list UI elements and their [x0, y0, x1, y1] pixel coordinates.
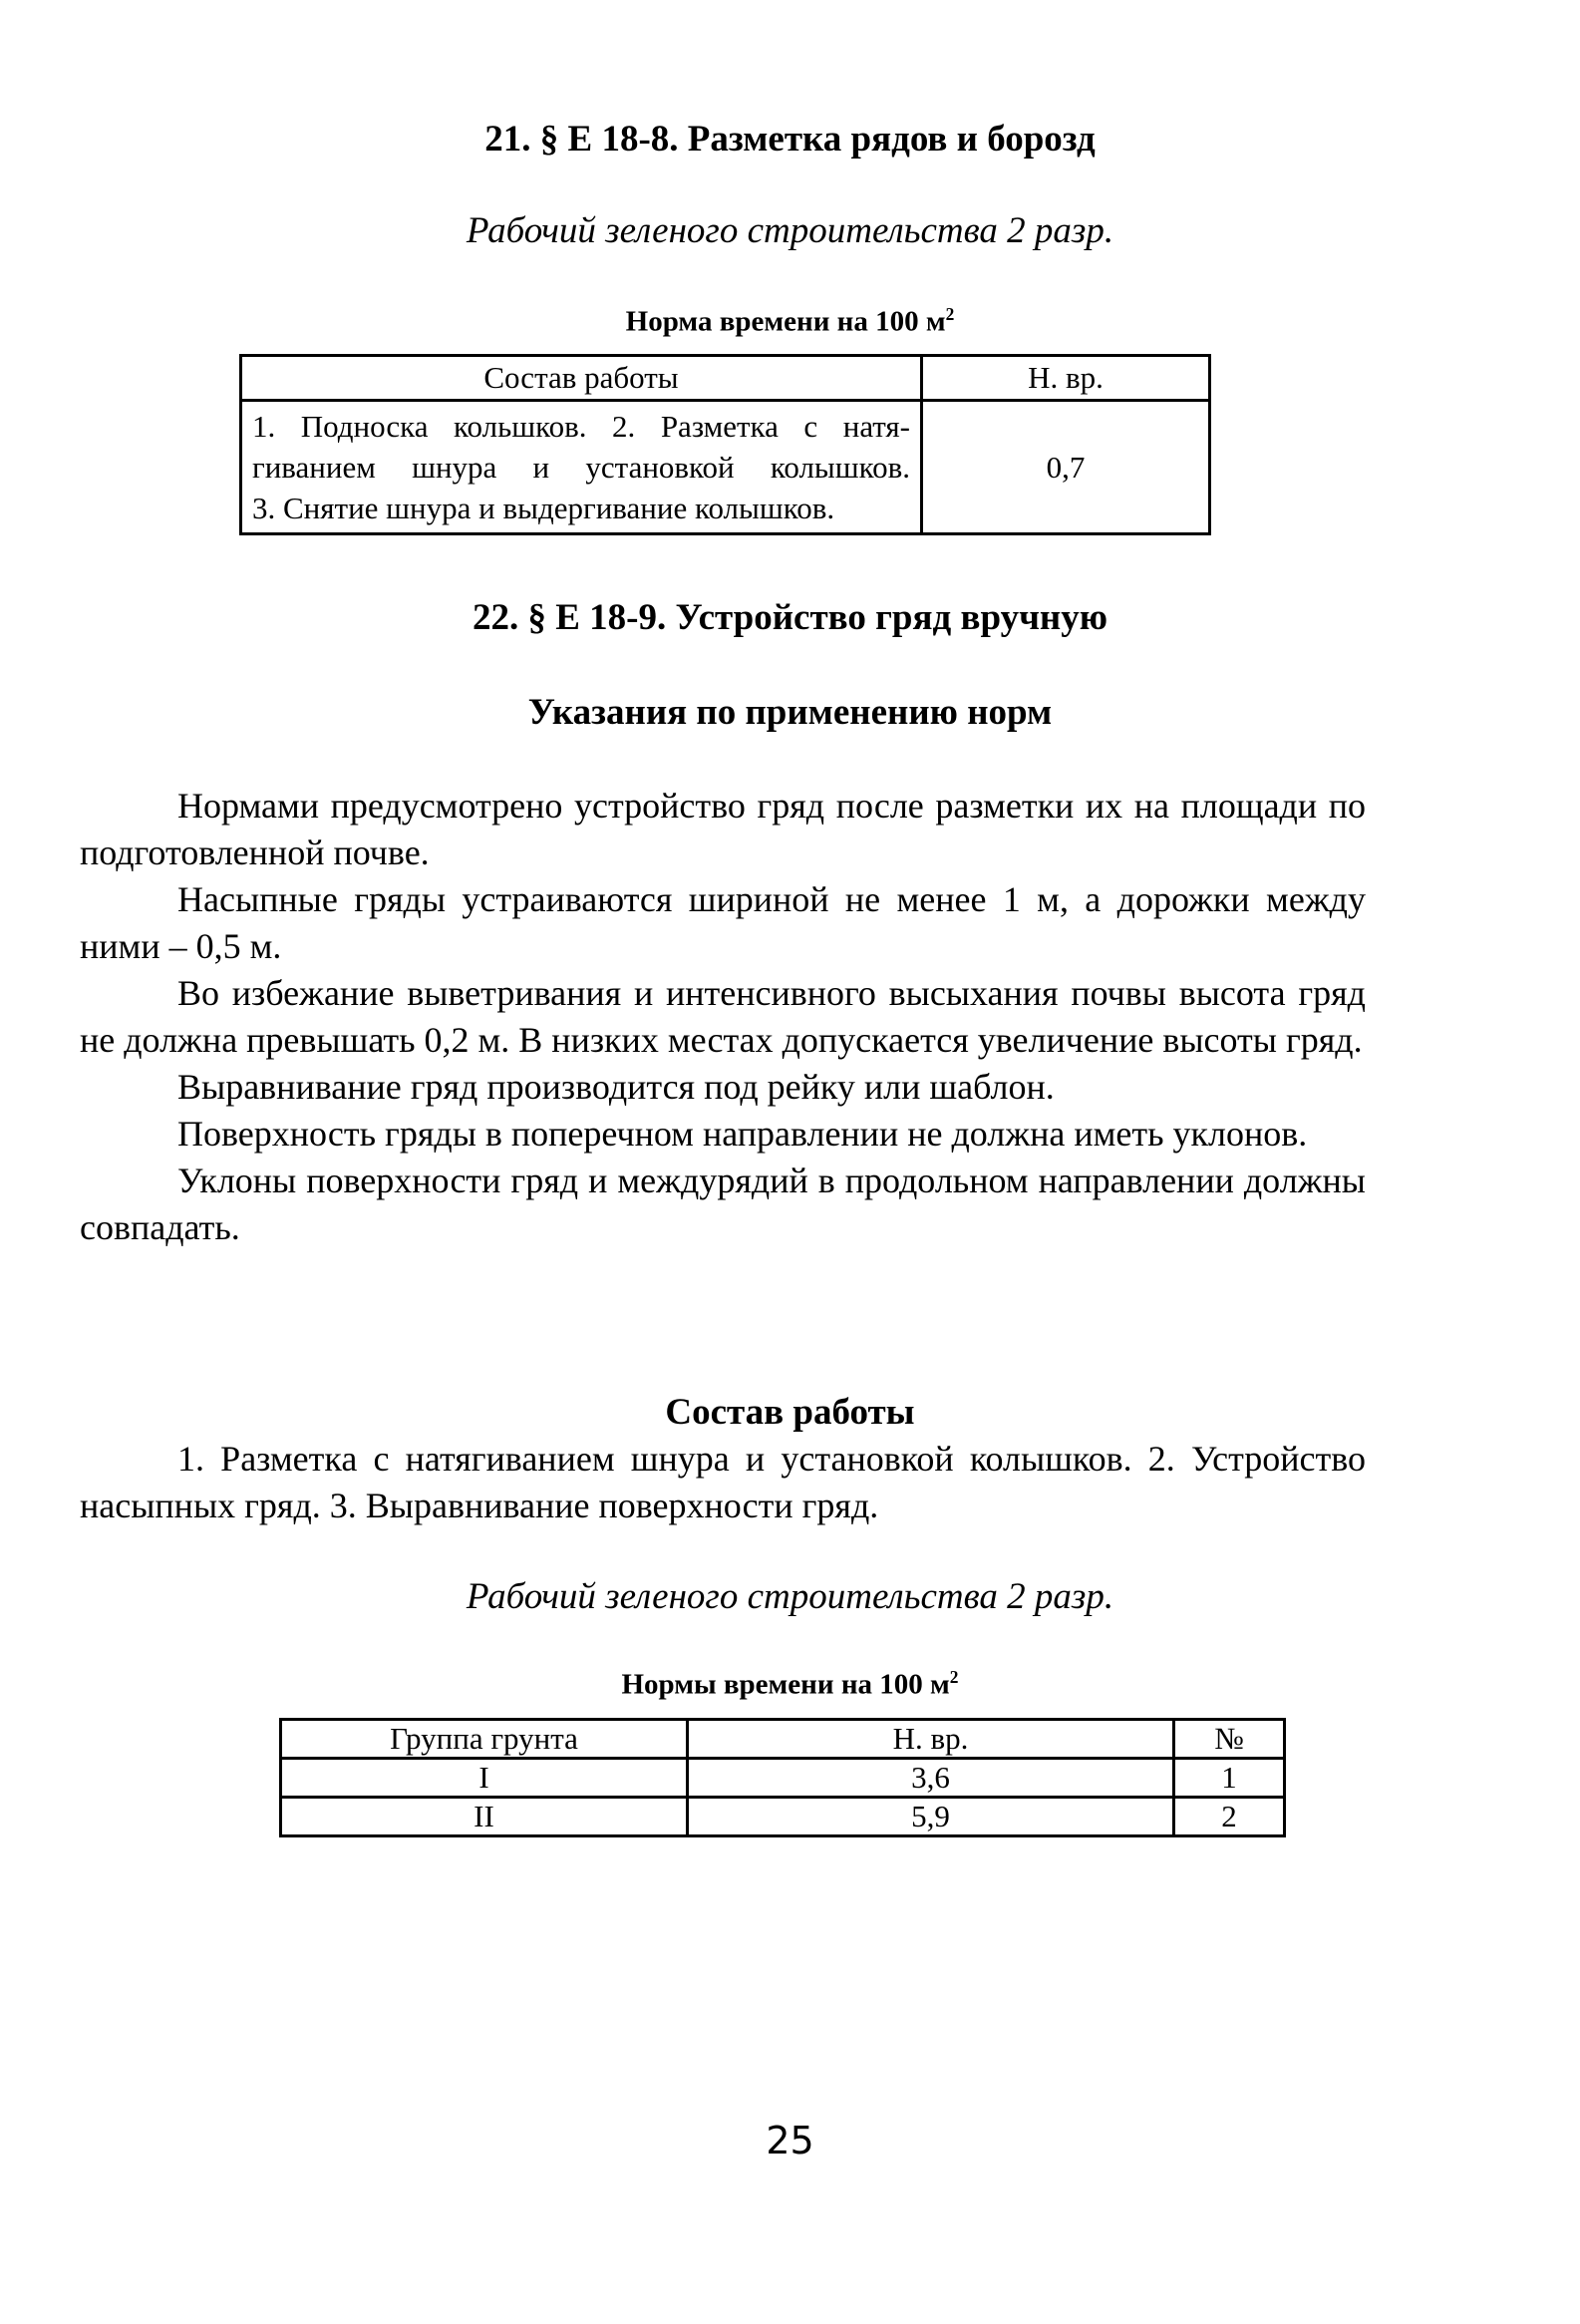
section-21-table [239, 354, 1211, 535]
composition-title: Состав работы [665, 1392, 915, 1433]
table-header-row [281, 1720, 1285, 1759]
guidance-title: Указания по применению норм [527, 692, 1053, 733]
paragraph: Выравнивание гряд производится под рейку или шаблон. [177, 1067, 1055, 1107]
section-21-worker: Рабочий зеленого строительства 2 разр. [466, 210, 1114, 251]
table-row [281, 1798, 1285, 1836]
section-22-norm-caption [0, 1667, 1580, 1702]
work-composition-cell [241, 401, 922, 534]
section-22-table [279, 1718, 1286, 1837]
paragraph: Уклоны поверхности гряд и междурядий в продольном направлении должны совпадать. [80, 1161, 1366, 1247]
header-soil-group: Группа грунта [281, 1720, 688, 1759]
composition-block [80, 1436, 1366, 1529]
guidance-paragraphs [80, 783, 1366, 1251]
section-22-title: 22. § Е 18-9. Устройство гряд вручную [472, 597, 1108, 638]
work-line: 3. Снятие шнура и выдергивание колышков. [252, 491, 835, 525]
work-line: гиванием шнура и установкой колышков. [252, 450, 910, 485]
header-work: Состав работы [241, 356, 922, 401]
table-header-row [241, 356, 1210, 401]
composition-text: 1. Разметка с натягиванием шнура и установкой колышков. 2. Устройство насыпных гряд. 3. Выравнивание поверхности гряд. [80, 1439, 1366, 1525]
header-norm: Н. вр. [922, 356, 1210, 401]
table-row [281, 1759, 1285, 1798]
paragraph: Поверхность гряды в поперечном направлении не должна иметь уклонов. [177, 1114, 1308, 1154]
paragraph: Насыпные гряды устраиваются шириной не менее 1 м, а дорожки между ними – 0,5 м. [80, 879, 1366, 966]
section-21-title: 21. § Е 18-8. Разметка рядов и борозд [484, 119, 1096, 160]
section-21-norm-caption [0, 304, 1580, 339]
header-norm: Н. вр. [688, 1720, 1174, 1759]
row-number-cell: 1 [1174, 1759, 1285, 1798]
header-number: № [1174, 1720, 1285, 1759]
norm-caption-sup: 2 [945, 304, 955, 324]
row-number-cell: 2 [1174, 1798, 1285, 1836]
norm-value-cell: 0,7 [922, 401, 1210, 534]
norm-caption-text: Нормы времени на 100 м [621, 1668, 950, 1701]
table-row [241, 401, 1210, 534]
soil-group-cell: II [281, 1798, 688, 1836]
work-line: 1. Подноска кольшков. 2. Разметка с натя- [252, 409, 910, 444]
norm-value-cell: 5,9 [688, 1798, 1174, 1836]
norm-value-cell: 3,6 [688, 1759, 1174, 1798]
norm-caption-sup: 2 [949, 1667, 959, 1687]
paragraph: Нормами предусмотрено устройство гряд после разметки их на площади по подготовленной почве. [80, 786, 1366, 872]
soil-group-cell: I [281, 1759, 688, 1798]
page-number: 25 [766, 2119, 814, 2162]
norm-caption-text: Норма времени на 100 м [625, 305, 946, 338]
paragraph: Во избежание выветривания и интенсивного высыхания почвы высота гряд не должна превышать 0,2 м. В низких местах допускается увеличение высоты гряд. [80, 973, 1366, 1060]
section-22-worker: Рабочий зеленого строительства 2 разр. [466, 1576, 1114, 1617]
